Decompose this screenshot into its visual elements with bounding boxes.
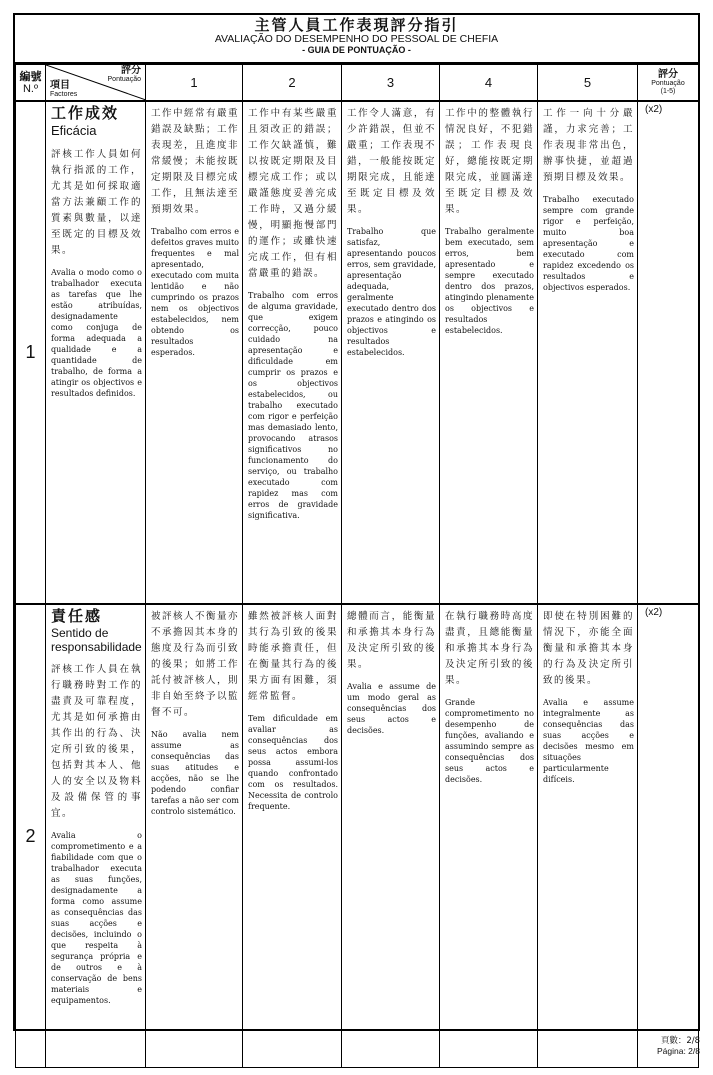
level-1-cell xyxy=(146,604,243,1068)
level-5-cell xyxy=(538,604,638,1068)
code-header-zh: 編號 xyxy=(19,69,42,83)
row-number: 2 xyxy=(16,604,46,1068)
level-desc-pt: Avalia e assume de um modo geral as consequências dos seus actos e decisões. xyxy=(347,682,436,735)
level-desc-pt: Trabalho com erros de alguma gravidade, que exigem correcção, pouco cuidado na apresentação e dificuldade em cumprir os prazos e os objectivos estabelecidos, ou trabalho executado com rigor e perfeição mas demasiado lento, provocando atrasos significativos no funcionamento do serviço, ou trabalho executado com rapidez mas com erros de gravidade significativa. xyxy=(248,291,338,520)
level-desc-pt: Não avalia nem assume as consequências das suas atitudes e acções, não se lhe podendo confiar tarefas a não ser com controlo sistemático. xyxy=(151,730,239,816)
level-desc-pt: Tem dificuldade em avaliar as consequências dos seus actos embora possa assumi-los quando confrontado com os resultados. Necessita de controlo frequente. xyxy=(248,714,338,811)
factor-desc-zh: 評核工作人員在執行職務時對工作的盡責及可靠程度，尤其是如何承擔由其作出的行為、決定所引致的後果，包括對其本人、他人的安全以及物料及設備保管的事宜。 xyxy=(51,664,142,819)
level-header-2: 2 xyxy=(243,65,342,102)
item-label-pt: Factores xyxy=(50,91,78,98)
level-desc-pt: Trabalho executado sempre com grande rigor e perfeição, muito boa apresentação e executado com rapidez excedendo os resultados e objectivos esperados. xyxy=(543,195,634,292)
level-desc-zh: 被評核人不衡量亦不承擔因其本身的態度及行為而引致的後果；如將工作託付被評核人，則非自始至終予以監督不可。 xyxy=(151,611,240,718)
total-score-zh: 評分 xyxy=(658,69,678,80)
factor-desc-pt: Avalia o comprometimento e a fiabilidade com que o trabalhador executa as suas funções, designadamente a forma como assume as consequências das suas acções e decisões, incluindo o que respeita à segurança própria e de outros e à conservação de bens materiais e equipamentos. xyxy=(51,831,142,1005)
level-5-cell xyxy=(538,101,638,604)
subtitle-guide: - GUIA DE PONTUAÇÃO - xyxy=(302,45,411,55)
level-desc-zh: 在執行職務時高度盡責，且總能衡量和承擔其本身行為及決定所引致的後果。 xyxy=(445,611,534,686)
total-score-range: (1-5) xyxy=(660,88,676,95)
factor-name-zh: 工作成效 xyxy=(51,104,120,122)
header-row xyxy=(16,65,699,102)
level-desc-zh: 工作中經常有嚴重錯誤及缺點；工作表現差，且進度非常緩慢；未能按既定期限及目標完成工作，且無法達至預期效果。 xyxy=(151,108,240,215)
level-desc-zh: 工作一向十分嚴謹，力求完善；工作表現非常出色，辦事快捷，並超過預期目標及效果。 xyxy=(543,108,634,183)
level-header-3: 3 xyxy=(342,65,440,102)
title-block xyxy=(15,15,698,64)
evaluation-sheet xyxy=(13,13,700,1031)
level-1-cell xyxy=(146,101,243,604)
factor-desc-zh: 評核工作人員如何執行指派的工作，尤其是如何採取適當方法兼顧工作的質素與數量，以達至既定的目標及效果。 xyxy=(51,149,142,256)
level-header-5: 5 xyxy=(538,65,638,102)
factor-desc-pt: Avalia o modo como o trabalhador executa as tarefas que lhe estão atribuídas, designadamente como conjuga de forma adequada a qualidade e a quantidade de trabalho, de forma a atingir os objectivos e resultados definidos. xyxy=(51,268,142,398)
level-desc-zh: 工作中有某些嚴重且須改正的錯誤；工作欠缺謹慎，難以按既定期限及目標完成工作；或以嚴謹態度妥善完成工作時，又過分緩慢，明顯拖慢部門的運作；或雖快速完成工作，但有相當嚴重的錯誤。 xyxy=(248,108,338,279)
title-portuguese: AVALIAÇÃO DO DESEMPENHO DO PESSOAL DE CHEFIA xyxy=(214,33,499,45)
level-desc-zh: 即使在特別困難的情況下，亦能全面衡量和承擔其本身的行為及決定所引致的後果。 xyxy=(543,611,634,686)
score-label-zh: 評分 xyxy=(121,65,141,76)
level-desc-zh: 總體而言，能衡量和承擔其本身行為及決定所引致的後果。 xyxy=(347,611,436,670)
factor-cell xyxy=(46,604,146,1068)
level-header-4: 4 xyxy=(440,65,538,102)
row-number: 1 xyxy=(16,101,46,604)
factor-name-pt: Sentido de responsabilidade xyxy=(51,626,142,654)
item-label-zh: 項目 xyxy=(50,80,70,91)
level-desc-pt: Avalia e assume integralmente as consequências das suas acções e decisões mesmo em situações particularmente difíceis. xyxy=(543,698,634,784)
weight-multiplier: (x2) xyxy=(638,101,699,604)
title-chinese: 主管人員工作表現評分指引 xyxy=(254,16,459,34)
code-header xyxy=(16,65,46,102)
level-desc-pt: Trabalho geralmente bem executado, sem erros, bem apresentado e sempre executado dentro dos prazos, atingindo plenamente os objectivos e resultados estabelecidos. xyxy=(445,227,534,335)
level-desc-zh: 雖然被評核人面對其行為引致的後果時能承擔責任，但在衡量其行為的後果方面有困難，須經常監督。 xyxy=(248,611,338,702)
level-4-cell xyxy=(440,604,538,1068)
level-desc-zh: 工作中的整體執行情況良好，不犯錯誤；工作表現良好，總能按既定期限完成，並圓滿達至既定目標及效果。 xyxy=(445,108,534,215)
weight-multiplier: (x2) xyxy=(638,604,699,1068)
total-score-header xyxy=(638,65,699,102)
level-desc-zh: 工作令人滿意，有少許錯誤，但並不嚴重；工作表現不錯，一般能按既定期限完成，且能達至既定目標及效果。 xyxy=(347,108,436,215)
page-number-zh: 頁數：2/8 xyxy=(660,1036,700,1046)
level-3-cell xyxy=(342,604,440,1068)
level-desc-pt: Grande comprometimento no desempenho de funções, avaliando e assumindo sempre as consequências dos seus actos e decisões. xyxy=(445,698,534,784)
score-label-pt: Pontuação xyxy=(107,76,141,83)
level-2-cell xyxy=(243,604,342,1068)
factor-name-zh: 責任感 xyxy=(51,607,103,625)
factor-name-pt: Eficácia xyxy=(51,123,97,138)
level-3-cell xyxy=(342,101,440,604)
level-2-cell xyxy=(243,101,342,604)
level-desc-pt: Trabalho com erros e defeitos graves muito frequentes e mal apresentado, executado com muita lentidão e não cumprindo os prazos nem os objectivos estabelecidos, nem obtendo os resultados esperados. xyxy=(151,227,239,357)
level-header-1: 1 xyxy=(146,65,243,102)
page-footer xyxy=(657,1036,700,1056)
factor-cell xyxy=(46,101,146,604)
scoring-table xyxy=(15,64,699,1068)
code-header-pt: N.º xyxy=(22,82,39,95)
factor-row-efficacy xyxy=(16,101,699,604)
item-score-header xyxy=(46,65,146,102)
page-number-pt: Página: 2/8 xyxy=(656,1046,700,1056)
level-4-cell xyxy=(440,101,538,604)
level-desc-pt: Trabalho que satisfaz, apresentando poucos erros, sem gravidade, apresentação adequada, geralmente executado dentro dos prazos e atingindo os objectivos e resultados estabelecidos. xyxy=(347,227,436,357)
total-score-pt: Pontuação xyxy=(651,80,685,87)
factor-row-responsibility xyxy=(16,604,699,1068)
